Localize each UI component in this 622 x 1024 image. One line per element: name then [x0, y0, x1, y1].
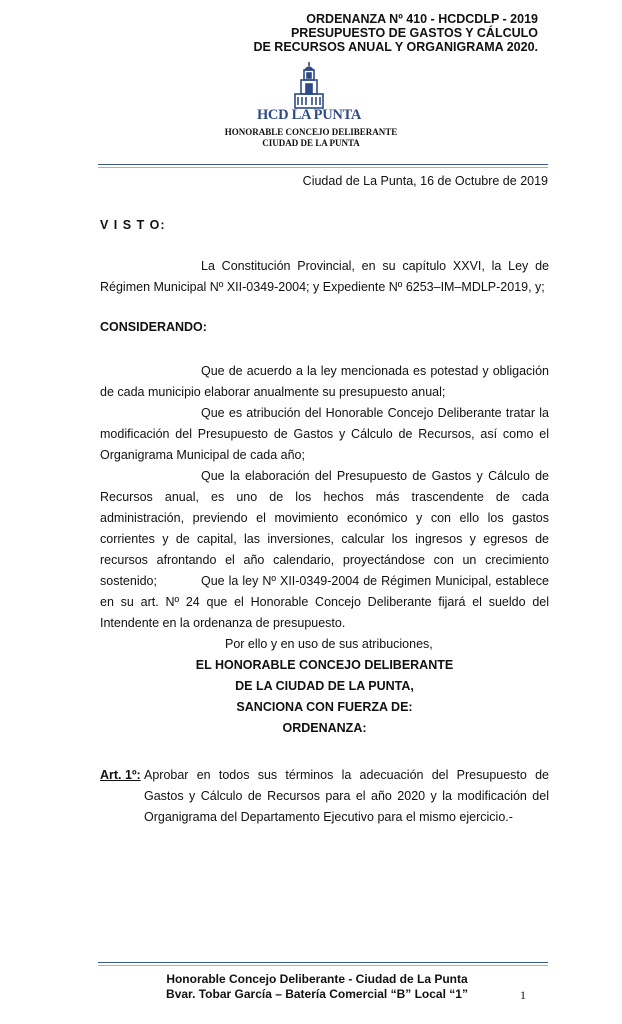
considerando-paragraph-4: Que la ley Nº XII-0349-2004 de Régimen Municipal, establece en su art. Nº 24 que el Honorable Concejo Deliberante fijará el sueldo del Intendente en la ordenanza de presupuesto. [100, 574, 549, 630]
sanction-line-3: SANCIONA CON FUERZA DE: [236, 700, 413, 714]
ordinance-subject-line1: PRESUPUESTO DE GASTOS Y CÁLCULO [290, 26, 538, 40]
sanction-line-1: EL HONORABLE CONCEJO DELIBERANTE [195, 658, 454, 672]
footer-divider-thin [98, 965, 548, 966]
logo-wordmark: HCD LA PUNTA [256, 107, 362, 123]
sanction-line-2: DE LA CIUDAD DE LA PUNTA, [235, 679, 414, 693]
footer-address [132, 972, 502, 1002]
considerando-heading: CONSIDERANDO: [100, 320, 207, 334]
document-date: Ciudad de La Punta, 16 de Octubre de 2019 [302, 174, 548, 188]
considerando-paragraph-3: Que la elaboración del Presupuesto de Gastos y Cálculo de Recursos anual, es uno de los hechos más trascendente de cada administración, previendo el movimiento económico y con ello los gastos corrientes y de capital, las inversiones, calcular los ingresos y egresos de recursos afrontando el año calendario, proyectándose con un crecimiento sostenido; [100, 469, 549, 588]
considerando-paragraph-2: Que es atribución del Honorable Concejo Deliberante tratar la modificación del Presupuesto de Gastos y Cálculo de Recursos, así como el Organigrama Municipal de cada año; [100, 406, 549, 462]
ordinance-number: ORDENANZA Nº 410 - HCDCDLP - 2019 [306, 12, 538, 26]
article-1-text: Aprobar en todos sus términos la adecuación del Presupuesto de Gastos y Cálculo de Recursos para el año 2020 y la modificación del Organigrama del Departamento Ejecutivo para el mismo ejercicio.- [144, 768, 549, 824]
visto-text: La Constitución Provincial, en su capítulo XXVI, la Ley de Régimen Municipal Nº XII-0349-2004; y Expediente Nº 6253–IM–MDLP-2019, y; [100, 259, 549, 294]
sanction-line-4: ORDENANZA: [282, 721, 367, 735]
page-number: 1 [520, 988, 526, 1002]
footer-divider [98, 962, 548, 963]
article-1-label: Art. 1º: [100, 768, 141, 782]
council-name [180, 127, 442, 149]
ordinance-subject-line2: DE RECURSOS ANUAL Y ORGANIGRAMA 2020. [253, 40, 538, 54]
considerando-paragraph-5: Por ello y en uso de sus atribuciones, [225, 637, 433, 651]
header-divider-thin [98, 167, 548, 168]
visto-heading: V I S T O: [100, 218, 166, 232]
council-name-line1: HONORABLE CONCEJO DELIBERANTE [224, 127, 398, 137]
building-tower-icon [292, 60, 326, 110]
council-name-line2: CIUDAD DE LA PUNTA [262, 138, 360, 148]
ordinance-header [253, 12, 538, 54]
considerando-paragraph-1: Que de acuerdo a la ley mencionada es potestad y obligación de cada municipio elaborar anualmente su presupuesto anual; [100, 364, 549, 399]
article-1 [100, 765, 549, 828]
footer-line1: Honorable Concejo Deliberante - Ciudad de La Punta [166, 972, 468, 986]
footer-line2: Bvar. Tobar García – Batería Comercial “B” Local “1” [166, 987, 468, 1001]
header-divider [98, 164, 548, 165]
